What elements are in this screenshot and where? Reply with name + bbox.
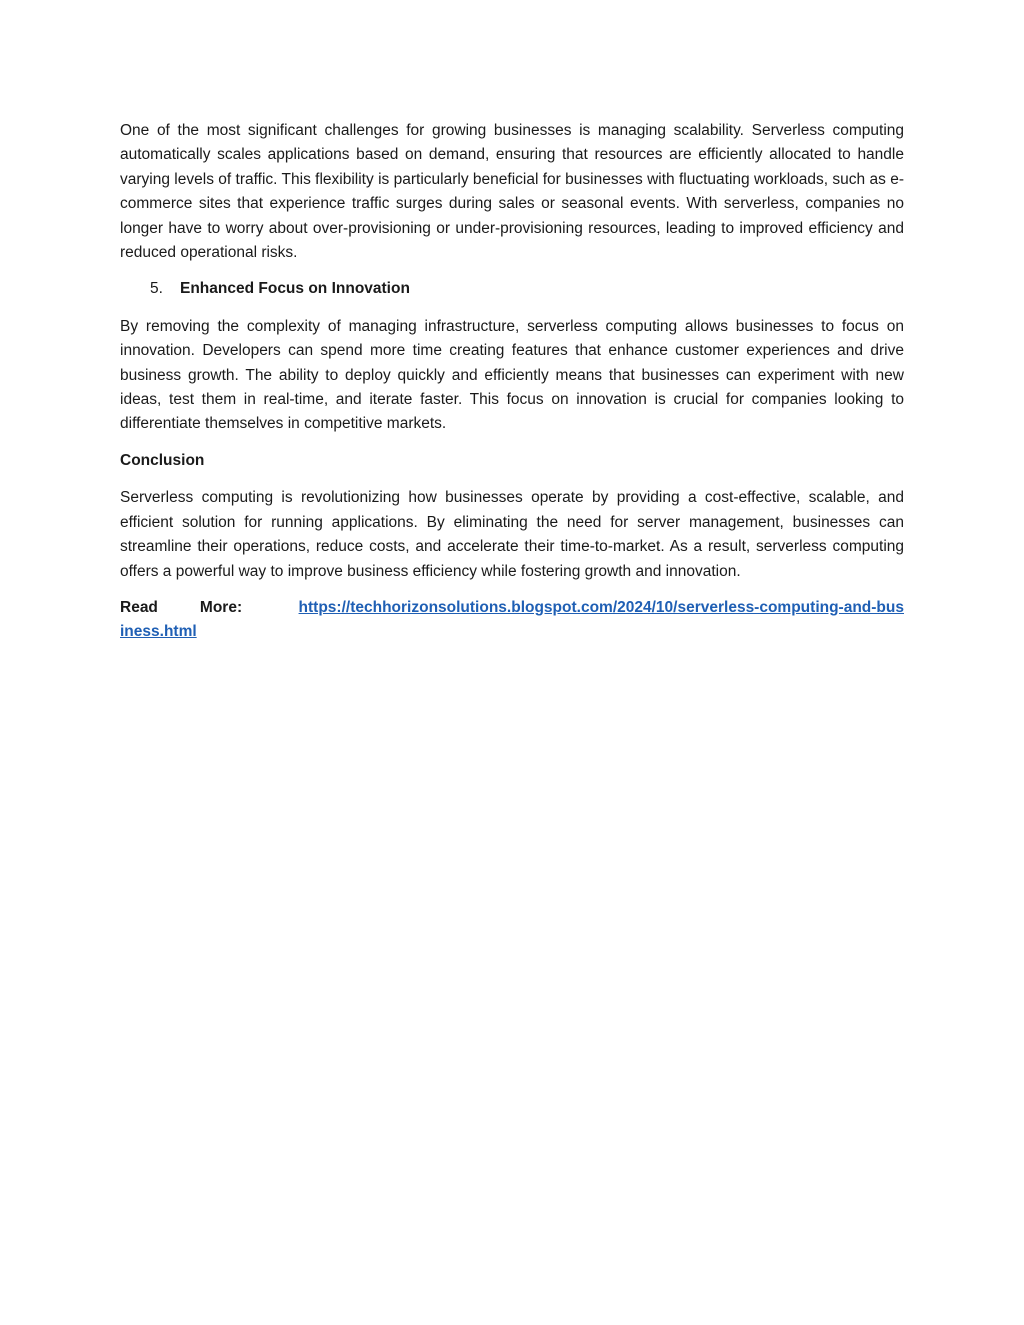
document-page: [120, 119, 904, 645]
paragraph-innovation: By removing the complexity of managing infrastructure, serverless computing allows businesses to focus on innovation. Developers can spend more time creating features that enhance customer experiences and drive business growth. The ability to deploy quickly and efficiently means that businesses can experiment with new ideas, test them in real-time, and iterate faster. This focus on innovation is crucial for companies looking to differentiate themselves in competitive markets.: [120, 317, 904, 433]
read-more-word-more: More:: [199, 598, 243, 616]
read-more-word-read: Read: [120, 598, 158, 616]
section-title: Enhanced Focus on Innovation: [180, 280, 410, 298]
list-number: 5.: [150, 280, 163, 298]
read-more-link[interactable]: https://techhorizonsolutions.blogspot.com/2024/10/serverless-computing-and-business.html: [120, 598, 904, 641]
read-more: [120, 596, 904, 645]
read-more-label: [120, 596, 290, 620]
paragraph-scalability: One of the most significant challenges for growing businesses is managing scalability. Serverless computing automatically scales applications based on demand, ensuring that resources are efficiently allocated to handle varying levels of traffic. This flexibility is particularly beneficial for businesses with fluctuating workloads, such as e-commerce sites that experience traffic surges during sales or seasonal events. With serverless, companies no longer have to worry about over-provisioning or under-provisioning resources, leading to improved efficiency and reduced operational risks.: [120, 122, 904, 262]
section-heading-enhanced-focus: [120, 277, 904, 301]
paragraph-conclusion: Serverless computing is revolutionizing how businesses operate by providing a cost-effective, scalable, and efficient solution for running applications. By eliminating the need for server management, businesses can streamline their operations, reduce costs, and accelerate their time-to-market. As a result, serverless computing offers a powerful way to improve business efficiency while fostering growth and innovation.: [120, 489, 904, 580]
conclusion-heading: Conclusion: [120, 451, 205, 469]
